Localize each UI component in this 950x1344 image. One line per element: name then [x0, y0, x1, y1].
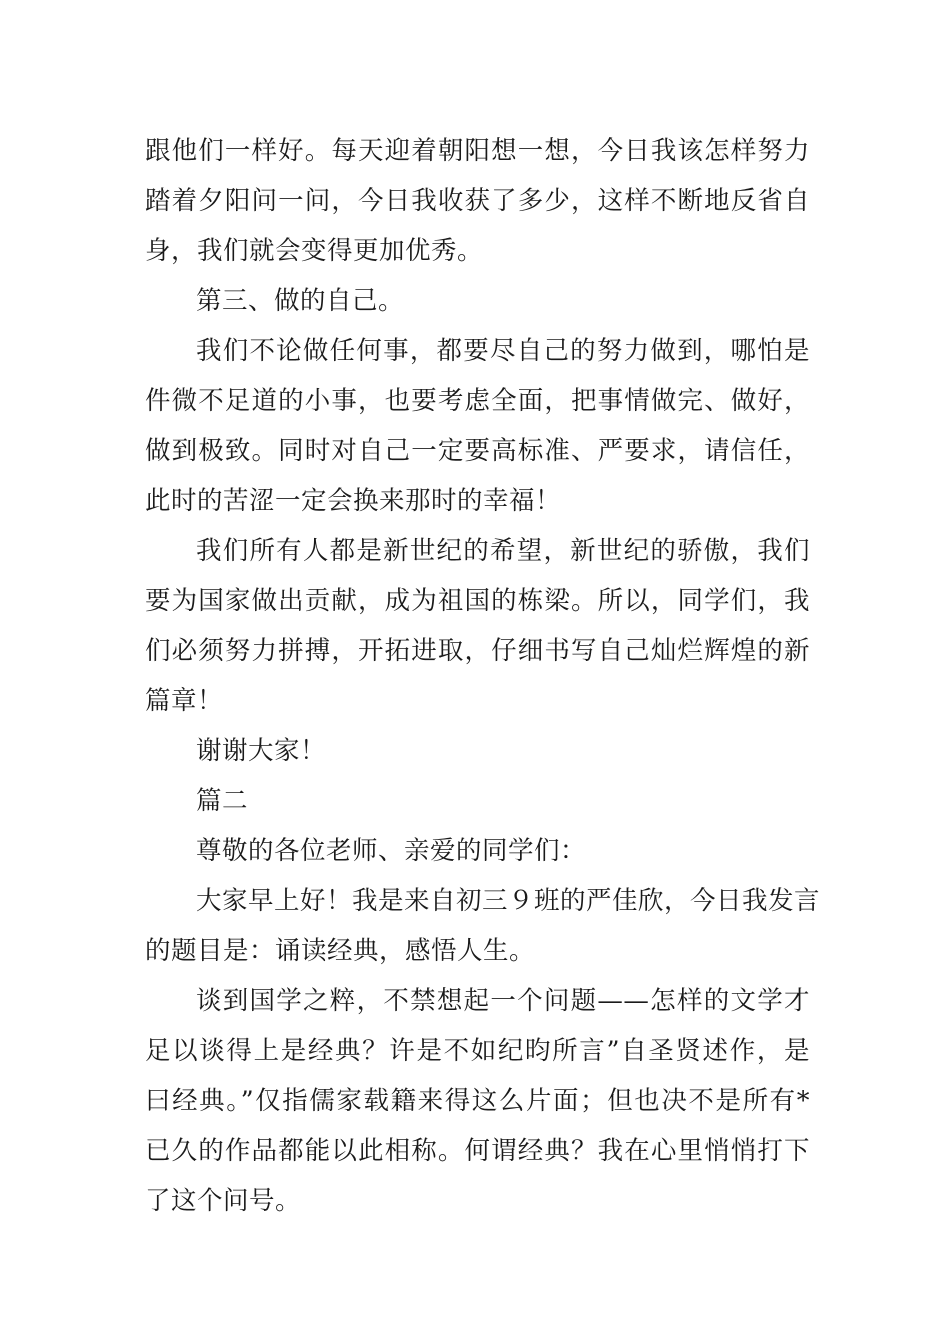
text-line: 谢谢大家！: [196, 736, 327, 766]
text-line: 足以谈得上是经典？许是不如纪昀所言”自圣贤述作，是: [145, 1036, 810, 1066]
salutation: 尊敬的各位老师、亲爱的同学们：: [196, 836, 587, 866]
text-line: 我们所有人都是新世纪的希望，新世纪的骄傲，我们: [196, 536, 810, 566]
text-line: 们必须努力拼搏，开拓进取，仔细书写自己灿烂辉煌的新: [145, 636, 810, 666]
text-line: 跟他们一样好。每天迎着朝阳想一想，今日我该怎样努力: [145, 136, 810, 166]
text-line: 已久的作品都能以此相称。何谓经典？我在心里悄悄打下: [145, 1136, 810, 1166]
text-line: 此时的苦涩一定会换来那时的幸福！: [145, 486, 562, 516]
text-line: 了这个问号。: [145, 1186, 302, 1216]
text-line: 篇章！: [145, 686, 224, 716]
text-line: 大家早上好！我是来自初三９班的严佳欣，今日我发言: [196, 886, 821, 916]
text-line: 要为国家做出贡献，成为祖国的栋梁。所以，同学们，我: [145, 586, 810, 616]
text-line: 的题目是：诵读经典，感悟人生。: [145, 936, 536, 966]
text-line: 做到极致。同时对自己一定要高标准、严要求，请信任，: [145, 436, 810, 466]
text-line: 谈到国学之粹，不禁想起一个问题——怎样的文学才: [196, 986, 810, 1016]
text-line: 身，我们就会变得更加优秀。: [145, 236, 484, 266]
text-line: 我们不论做任何事，都要尽自己的努力做到，哪怕是: [196, 336, 810, 366]
text-line: 曰经典。”仅指儒家载籍来得这么片面；但也决不是所有*: [145, 1086, 810, 1116]
text-line: 踏着夕阳问一问，今日我收获了多少，这样不断地反省自: [145, 186, 810, 216]
section-heading: 篇二: [196, 786, 249, 816]
section-heading: 第三、做的自己。: [196, 286, 405, 316]
text-line: 件微不足道的小事，也要考虑全面，把事情做完、做好，: [145, 386, 810, 416]
